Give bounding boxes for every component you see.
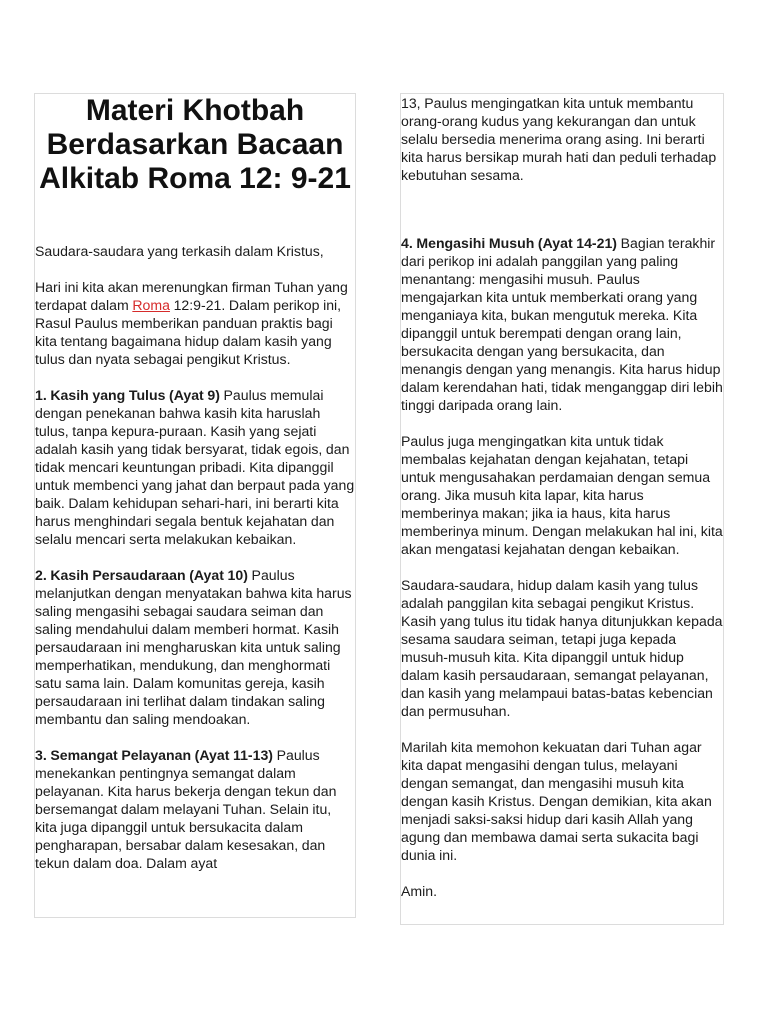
point-1-text: Paulus memulai dengan penekanan bahwa kasih kita haruslah tulus, tanpa kepura-puraan. Kasih yang sejati adalah kasih yang tidak bersyarat, tidak egois, dan tidak mencari keuntungan pribadi. Kita dipanggil untuk membenci yang jahat dan berpaut pada yang baik. Dalam kehidupan sehari-hari, ini berarti kita harus menghindari segala bentuk kejahatan dan selalu mencari serta melakukan kebaikan.: [35, 387, 355, 547]
point-4-text: Bagian terakhir dari perikop ini adalah panggilan yang paling menantang: mengasihi musuh. Paulus mengajarkan kita untuk memberkati orang yang menganiaya kita, bukan mengutuk mereka. Kita dipanggil untuk berempati dengan orang lain, bersukacita dengan yang bersukacita, dan menangis dengan yang menangis. Kita harus hidup dalam kerendahan hati, tidak menganggap diri lebih tinggi daripada orang lain.: [401, 235, 723, 413]
point-3-heading: 3. Semangat Pelayanan (Ayat 11-13): [35, 747, 273, 763]
title-line: Alkitab Roma 12: 9-21: [39, 162, 351, 195]
right-column: [400, 93, 724, 925]
point-1-paragraph: [35, 386, 355, 548]
intro-text: Hari ini kita akan merenungkan firman Tuhan yang terdapat dalam: [35, 279, 348, 313]
title-line: Berdasarkan Bacaan: [46, 128, 344, 161]
document-title: [35, 94, 355, 196]
left-body-text: [35, 242, 355, 872]
roma-link[interactable]: Roma: [132, 297, 170, 313]
point-1-heading: 1. Kasih yang Tulus (Ayat 9): [35, 387, 220, 403]
point-3-text: Paulus menekankan pentingnya semangat dalam pelayanan. Kita harus bekerja dengan tekun dan bersemangat dalam melayani Tuhan. Selain itu, kita juga dipanggil untuk bersukacita dalam pengharapan, bersabar dalam kesesakan, dan tekun dalam doa. Dalam ayat: [35, 747, 337, 871]
point-4-paragraph: [401, 234, 723, 414]
intro-paragraph: [35, 278, 355, 368]
intro-text-continued: 12:9-21. Dalam perikop ini, Rasul Paulus memberikan panduan praktis bagi kita tentang bagaimana hidup dalam kasih yang tulus dan nyata sebagai pengikut Kristus.: [35, 297, 342, 367]
evil-paragraph: Paulus juga mengingatkan kita untuk tidak membalas kejahatan dengan kejahatan, tetapi untuk mengusahakan perdamaian dengan semua orang. Jika musuh kita lapar, kita harus memberinya makan; jika ia haus, kita harus memberinya minum. Dengan melakukan hal ini, kita akan mengatasi kejahatan dengan kebaikan.: [401, 433, 723, 557]
point-3-continued-paragraph: 13, Paulus mengingatkan kita untuk membantu orang-orang kudus yang kekurangan dan untuk selalu bersedia menerima orang asing. Ini berarti kita harus bersikap murah hati dan peduli terhadap kebutuhan sesama.: [401, 95, 717, 183]
point-2-paragraph: [35, 566, 355, 728]
right-body-text: [401, 234, 723, 900]
greeting-paragraph: Saudara-saudara yang terkasih dalam Kristus,: [35, 243, 324, 259]
closing-amen: Amin.: [401, 883, 438, 899]
conclusion-paragraph: Saudara-saudara, hidup dalam kasih yang tulus adalah panggilan kita sebagai pengikut Kristus. Kasih yang tulus itu tidak hanya ditunjukkan kepada sesama saudara seiman, tetapi juga kepada musuh-musuh kita. Kita dipanggil untuk hidup dalam kasih persaudaraan, semangat pelayanan, dan kasih yang melampaui batas-batas kebencian dan permusuhan.: [401, 577, 723, 719]
right-top-text: [401, 94, 723, 184]
prayer-paragraph: Marilah kita memohon kekuatan dari Tuhan agar kita dapat mengasihi dengan tulus, melayani dengan semangat, dan mengasihi musuh kita dengan kasih Kristus. Dengan demikian, kita akan menjadi saksi-saksi hidup dari kasih Allah yang agung dan membawa damai serta sukacita bagi dunia ini.: [401, 739, 712, 863]
title-line: Materi Khotbah: [85, 94, 305, 127]
left-column: [34, 93, 356, 918]
point-2-heading: 2. Kasih Persaudaraan (Ayat 10): [35, 567, 248, 583]
point-2-text: Paulus melanjutkan dengan menyatakan bahwa kita harus saling mengasihi sebagai saudara seiman dan saling mendahului dalam memberi hormat. Kasih persaudaraan ini mengharuskan kita untuk saling memperhatikan, mendukung, dan menghormati satu sama lain. Dalam komunitas gereja, kasih persaudaraan ini terlihat dalam tindakan saling membantu dan saling mendoakan.: [35, 567, 352, 727]
point-4-heading: 4. Mengasihi Musuh (Ayat 14-21): [401, 235, 617, 251]
point-3-paragraph: [35, 746, 355, 872]
